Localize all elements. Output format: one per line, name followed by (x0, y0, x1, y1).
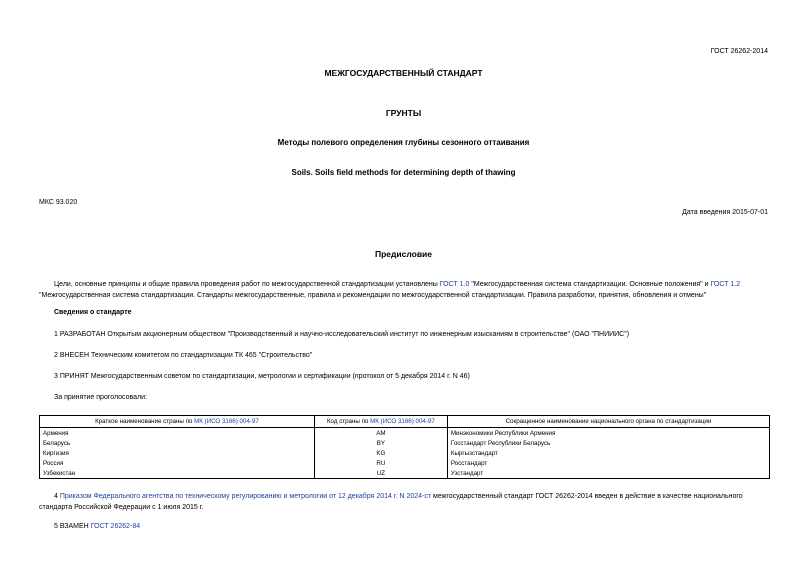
table-row (40, 468, 770, 479)
header-body: Сокращенное наименование национального органа по стандартизации (447, 416, 769, 428)
code-cell: RU (314, 458, 447, 468)
body-cell: Узстандарт (447, 468, 769, 479)
order-link[interactable]: Приказом Федерального агентства по техническому регулированию и метрологии от 12 декабря 2014 г. N 2024-ст (59, 493, 432, 500)
standard-type: МЕЖГОСУДАРСТВЕННЫЙ СТАНДАРТ (324, 68, 483, 78)
mk-iso-link[interactable]: МК (ИСО 3166) 004-97 (194, 418, 259, 425)
country-cell: Россия (40, 458, 315, 468)
gost-1-2-link[interactable]: ГОСТ 1.2 (710, 281, 741, 288)
mk-iso-link[interactable]: МК (ИСО 3166) 004-97 (370, 418, 435, 425)
code-cell: UZ (314, 468, 447, 479)
code-cell: KG (314, 448, 447, 458)
country-cell: Беларусь (40, 438, 315, 448)
doc-code: ГОСТ 26262-2014 (710, 48, 768, 55)
table-header-row (40, 416, 770, 428)
table-row (40, 458, 770, 468)
voted-label: За принятие проголосовали: (54, 394, 147, 401)
header-country (40, 416, 315, 428)
table-row (40, 448, 770, 458)
body-cell: Кыргызстандарт (447, 448, 769, 458)
code-cell: BY (314, 438, 447, 448)
introduction-date: Дата введения 2015-07-01 (682, 209, 768, 216)
mks-code: МКС 93.020 (39, 199, 78, 206)
country-cell: Киргизия (40, 448, 315, 458)
item-5 (54, 523, 140, 530)
code-cell: AM (314, 428, 447, 439)
body-cell: Госстандарт Республики Беларусь (447, 438, 769, 448)
foreword-heading: Предисловие (374, 249, 433, 259)
country-cell: Узбекистан (40, 468, 315, 479)
header-text: Краткое наименование страны по (95, 418, 195, 425)
standard-info-heading: Сведения о стандарте (54, 309, 132, 316)
item-4-number: 4 (54, 493, 60, 500)
item-5-text: 5 ВЗАМЕН (54, 523, 91, 530)
item-4 (39, 491, 772, 513)
item-2: 2 ВНЕСЕН Техническим комитетом по стандартизации ТК 465 "Строительство" (54, 352, 313, 359)
subtitle-en: Soils. Soils field methods for determining depth of thawing (291, 168, 516, 177)
paragraph-text: Цели, основные принципы и общие правила проведения работ по межгосударственной стандартизации установлены (54, 281, 440, 288)
table-row (40, 428, 770, 439)
paragraph-text: "Межгосударственная система стандартизации. Стандарты межгосударственные, правила и рекомендации по межгосударственной стандартизации. Правила разработки, принятия, обновления и отмены" (39, 292, 707, 299)
header-text: Код страны по (326, 418, 371, 425)
country-cell: Армения (40, 428, 315, 439)
body-cell: Росстандарт (447, 458, 769, 468)
table-row (40, 438, 770, 448)
foreword-paragraph (39, 279, 772, 301)
item-3: 3 ПРИНЯТ Межгосударственным советом по стандартизации, метрологии и сертификации (протокол от 5 декабря 2014 г. N 46) (54, 373, 470, 380)
paragraph-text: "Межгосударственная система стандартизации. Основные положения" и (469, 281, 711, 288)
gost-1-0-link[interactable]: ГОСТ 1.0 (439, 281, 470, 288)
document-title: ГРУНТЫ (385, 108, 422, 118)
item-4-text: межгосударственный стандарт ГОСТ 26262-2014 введен в действие в качестве национального стандарта Российской Федерации с 1 июля 2015 г. (39, 493, 743, 511)
item-1: 1 РАЗРАБОТАН Открытым акционерным обществом "Производственный и научно-исследовательский институт по инженерным изысканиям в строительстве" (ОАО "ПНИИИС") (54, 331, 630, 338)
header-code (314, 416, 447, 428)
gost-26262-84-link[interactable]: ГОСТ 26262-84 (90, 523, 141, 530)
subtitle-ru: Методы полевого определения глубины сезонного оттаивания (277, 138, 530, 147)
voting-table (39, 415, 770, 479)
body-cell: Минэкономики Республики Армения (447, 428, 769, 439)
